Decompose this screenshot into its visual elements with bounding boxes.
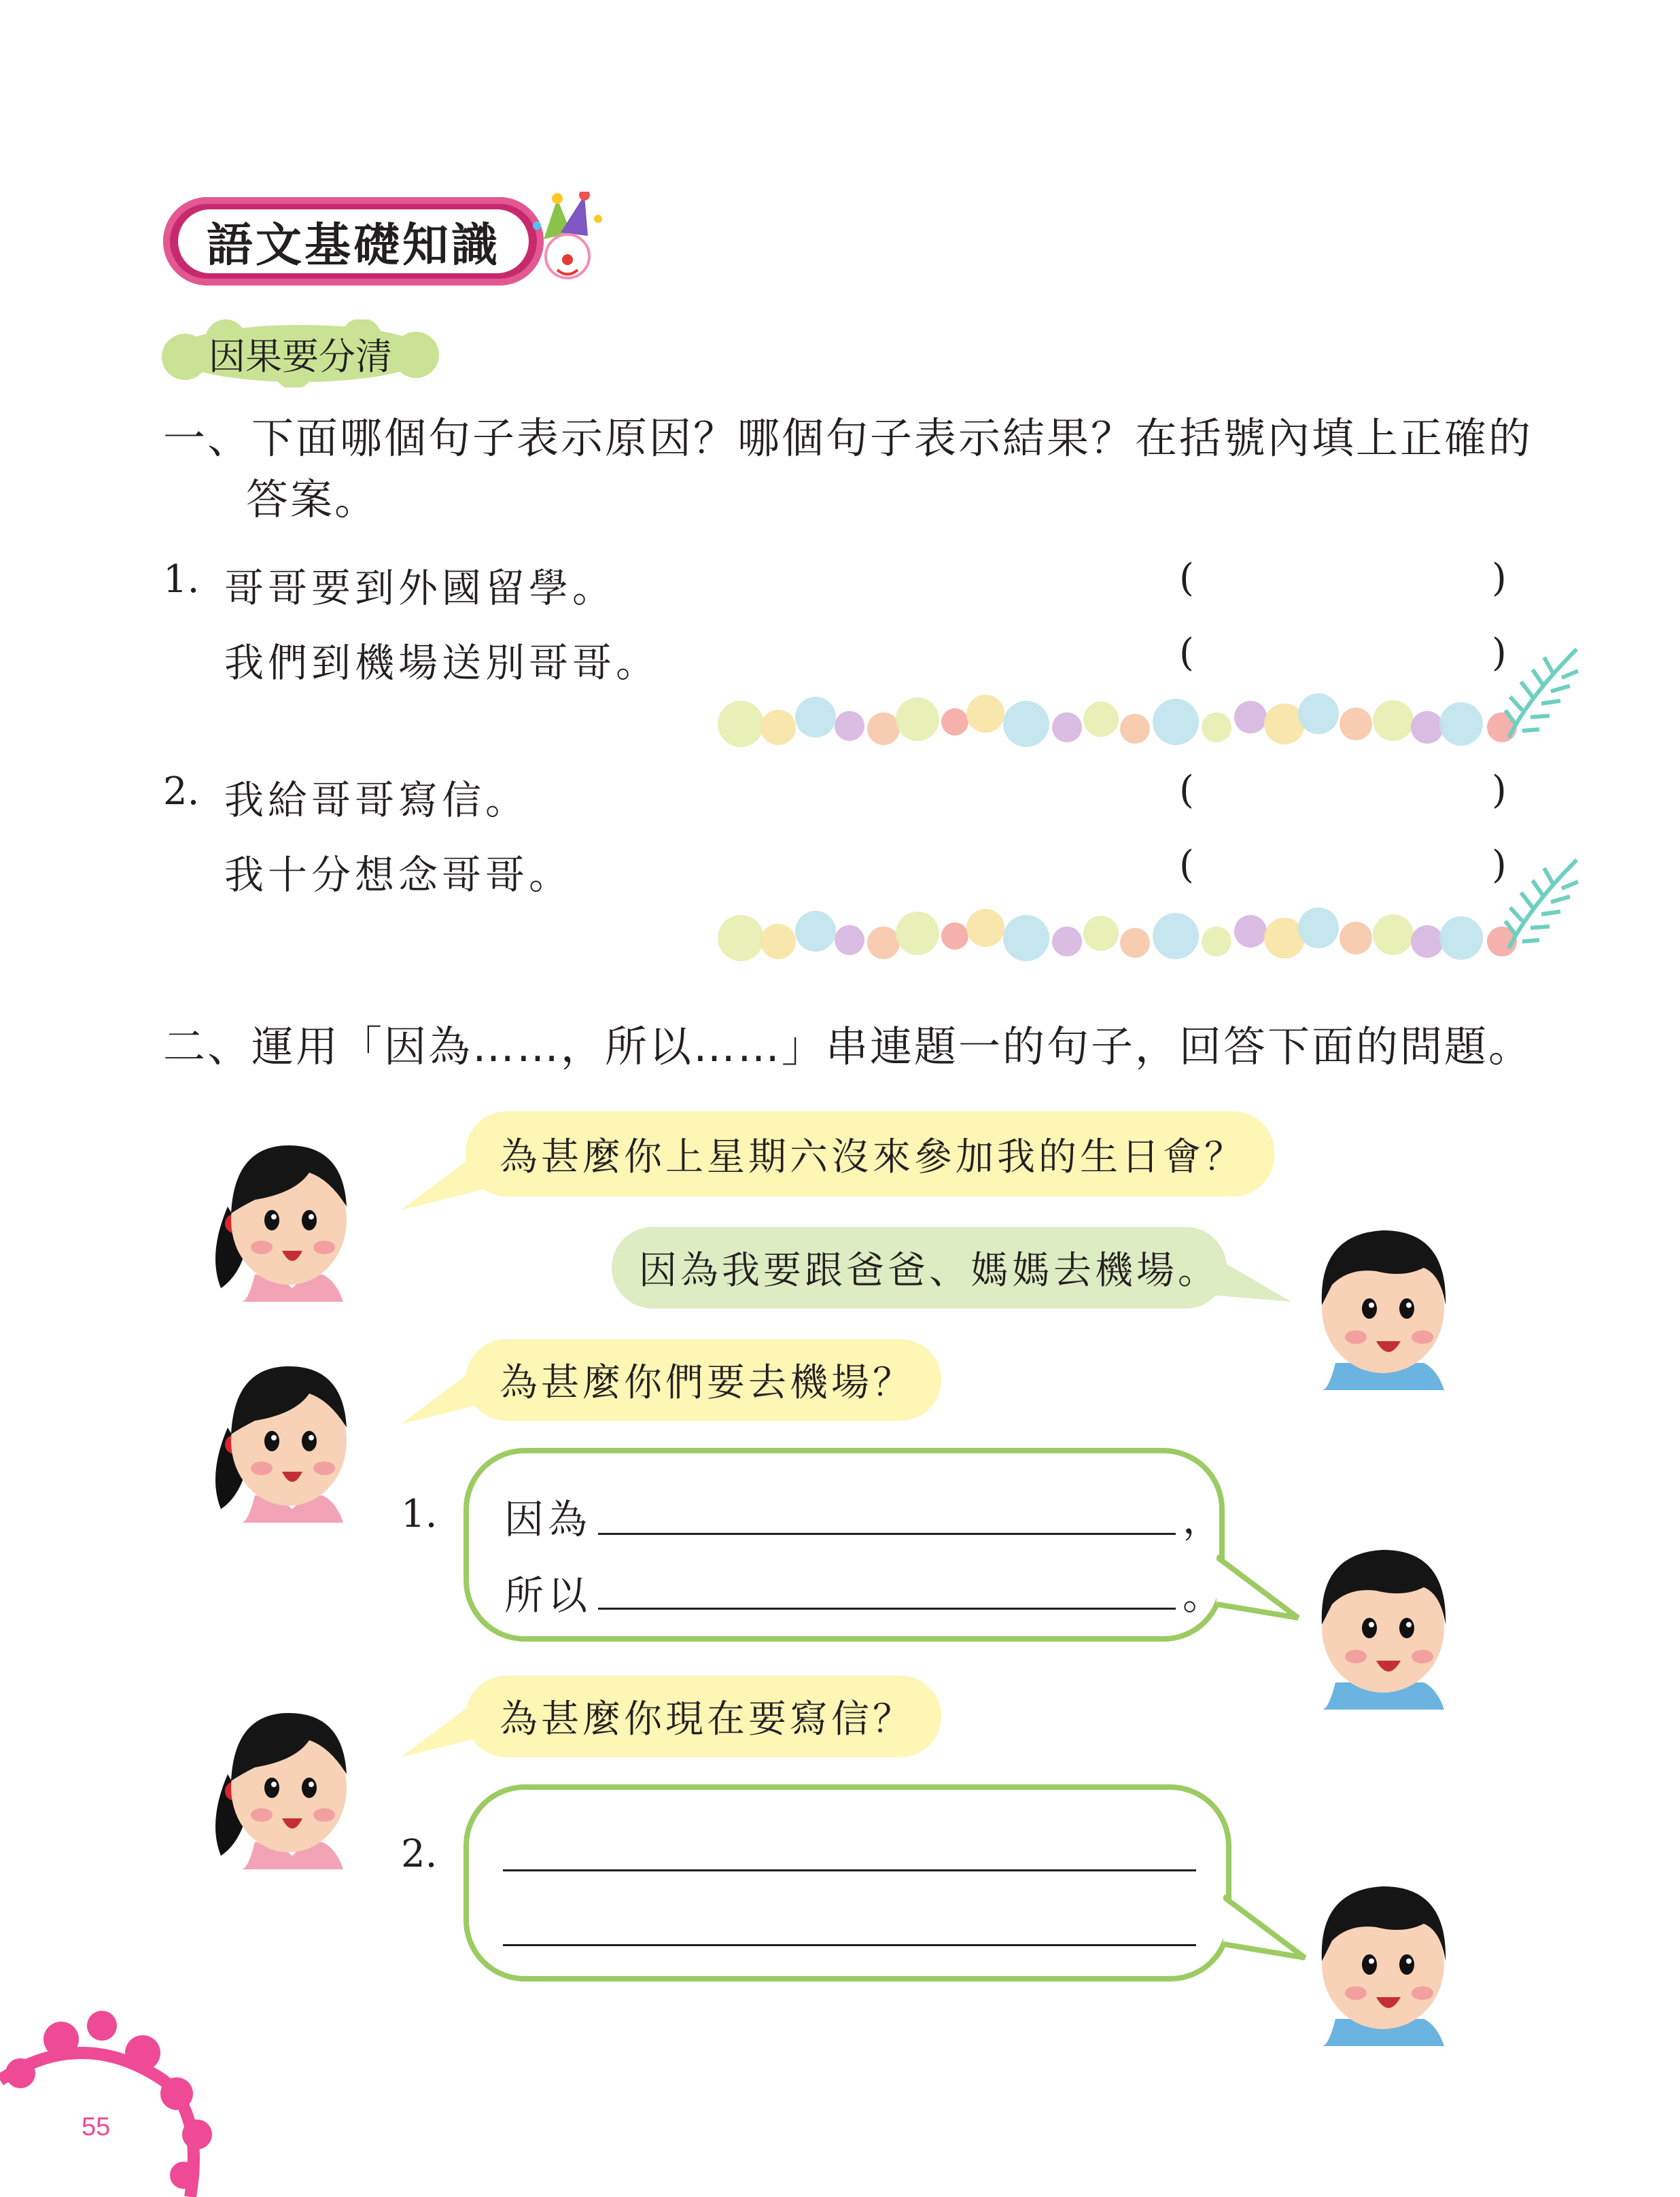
leaf-icon bbox=[1502, 642, 1583, 744]
girl-avatar bbox=[207, 1326, 357, 1523]
girl-question-1: 為甚麼你們要去機場？ bbox=[500, 1361, 914, 1405]
item-2-number: 2. bbox=[163, 769, 200, 814]
answer-2-input-line2[interactable] bbox=[503, 1903, 1196, 1946]
answer-1-so-label: 所以 bbox=[504, 1572, 592, 1619]
answer-slot-2b[interactable] bbox=[1203, 844, 1482, 892]
bead-divider bbox=[714, 901, 1529, 969]
speech-bubble-girl-q0 bbox=[466, 1111, 1274, 1196]
boy-avatar bbox=[1301, 1512, 1451, 1710]
speech-bubble-boy-a0 bbox=[612, 1227, 1227, 1309]
paren-close: ) bbox=[1492, 843, 1507, 887]
speech-bubble-girl-q1 bbox=[466, 1339, 941, 1421]
paren-close: ) bbox=[1492, 768, 1507, 812]
paren-close: ) bbox=[1492, 556, 1507, 600]
speech-bubble-girl-q2 bbox=[466, 1676, 941, 1757]
page-number: 55 bbox=[82, 2113, 111, 2141]
boy-avatar bbox=[1301, 1193, 1451, 1390]
q2-prompt: 二、運用「因為……，所以……」串連題一的句子，回答下面的問題。 bbox=[163, 1022, 1533, 1071]
paren-open: ( bbox=[1179, 768, 1194, 812]
answer-bubble-2 bbox=[463, 1784, 1231, 1982]
answer-slot-2a[interactable] bbox=[1203, 769, 1482, 817]
girl-question-2: 為甚麼你現在要寫信？ bbox=[500, 1697, 914, 1742]
section-title-banner bbox=[163, 197, 544, 286]
item-2-sentence-b: 我十分想念哥哥。 bbox=[224, 852, 573, 898]
answer-slot-1b[interactable] bbox=[1203, 632, 1482, 680]
subtitle: 因果要分清 bbox=[209, 334, 392, 378]
girl-question-0: 為甚麼你上星期六沒來參加我的生日會？ bbox=[500, 1135, 1246, 1179]
clown-icon bbox=[530, 192, 605, 287]
answer-1-so-input[interactable] bbox=[598, 1565, 1176, 1610]
answer-slot-1a[interactable] bbox=[1203, 557, 1482, 605]
item-1-sentence-b: 我們到機場送別哥哥。 bbox=[224, 640, 660, 686]
answer-2-number: 2. bbox=[401, 1832, 438, 1876]
bead-divider bbox=[714, 687, 1529, 755]
section-title: 語文基礎知識 bbox=[206, 218, 500, 273]
paren-open: ( bbox=[1179, 843, 1194, 887]
item-1-number: 1. bbox=[163, 557, 200, 602]
q1-prompt-line1: 一、下面哪個句子表示原因？哪個句子表示結果？在括號內填上正確的 bbox=[163, 413, 1533, 463]
leaf-icon bbox=[1502, 853, 1583, 955]
bubble-tail bbox=[1217, 1550, 1305, 1625]
boy-answer-0: 因為我要跟爸爸、媽媽去機場。 bbox=[639, 1249, 1219, 1293]
corner-floral-decoration bbox=[0, 1999, 224, 2197]
answer-1-number: 1. bbox=[401, 1492, 438, 1536]
item-2-sentence-a: 我給哥哥寫信。 bbox=[224, 777, 529, 823]
answer-1-comma: ， bbox=[1183, 1496, 1227, 1542]
paren-open: ( bbox=[1179, 556, 1194, 600]
answer-1-because-label: 因為 bbox=[504, 1496, 592, 1542]
answer-1-because-input[interactable] bbox=[598, 1491, 1176, 1535]
girl-avatar bbox=[207, 1105, 357, 1302]
item-1-sentence-a: 哥哥要到外國留學。 bbox=[224, 565, 616, 611]
answer-2-input-line1[interactable] bbox=[503, 1829, 1196, 1871]
q1-prompt-line2: 答案。 bbox=[246, 474, 379, 524]
girl-avatar bbox=[207, 1672, 357, 1869]
bubble-tail bbox=[1223, 1890, 1312, 1965]
paren-open: ( bbox=[1179, 631, 1194, 675]
answer-1-period: 。 bbox=[1183, 1572, 1227, 1619]
boy-avatar bbox=[1301, 1849, 1451, 2046]
paren-close: ) bbox=[1492, 631, 1507, 675]
